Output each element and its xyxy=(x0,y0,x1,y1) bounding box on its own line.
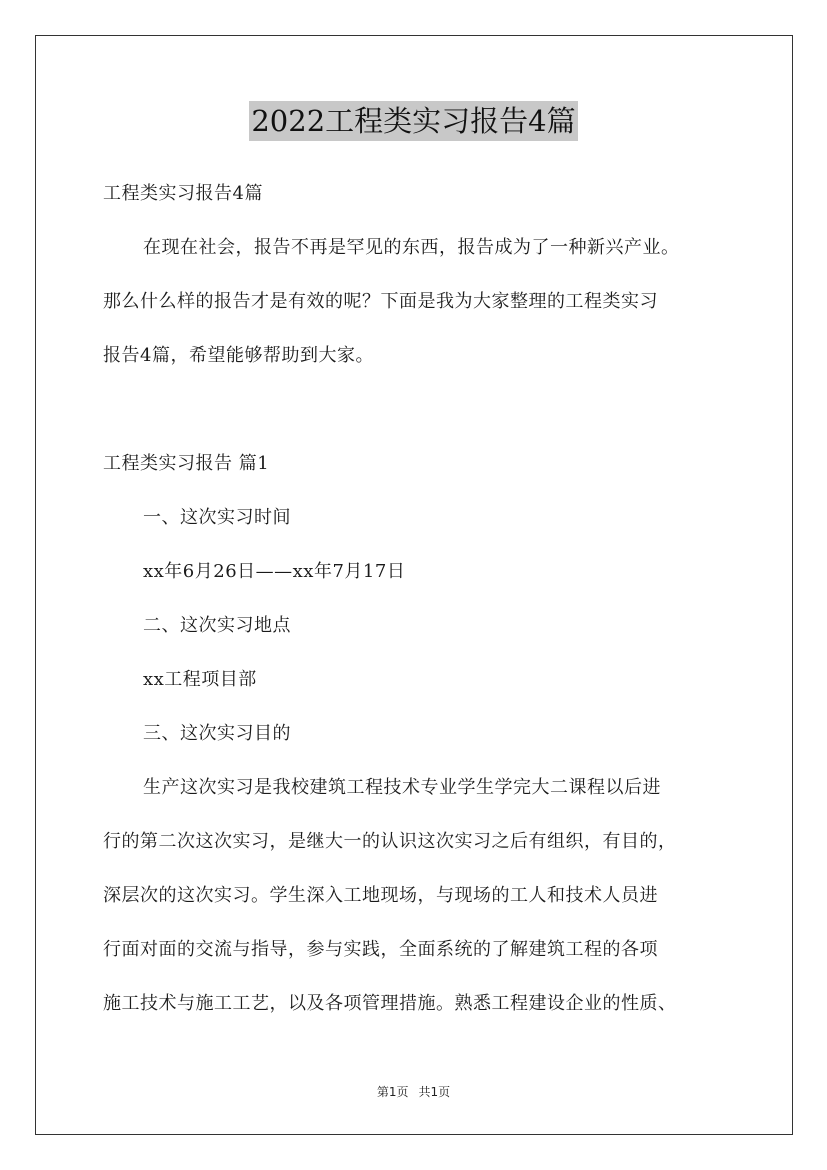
body-line-4: 行面对面的交流与指导，参与实践，全面系统的了解建筑工程的各项 xyxy=(103,939,658,960)
body-line-2: 行的第二次这次实习，是继大一的认识这次实习之后有组织，有目的， xyxy=(103,831,677,852)
intro-line-1: 在现在社会，报告不再是罕见的东西，报告成为了一种新兴产业。 xyxy=(143,237,680,258)
body-line-5: 施工技术与施工工艺，以及各项管理措施。熟悉工程建设企业的性质、 xyxy=(103,993,677,1014)
item-place-heading: 二、这次实习地点 xyxy=(143,615,291,636)
intro-line-3: 报告4篇，希望能够帮助到大家。 xyxy=(103,345,374,366)
item-place-value: xx工程项目部 xyxy=(143,669,257,690)
page-total: 共1页 xyxy=(418,1085,451,1099)
document-title: 2022工程类实习报告4篇 xyxy=(249,101,577,141)
title-container xyxy=(0,101,827,141)
page-footer xyxy=(0,1084,827,1100)
item-purpose-heading: 三、这次实习目的 xyxy=(143,723,291,744)
document-subtitle: 工程类实习报告4篇 xyxy=(103,183,263,204)
body-line-3: 深层次的这次实习。学生深入工地现场，与现场的工人和技术人员进 xyxy=(103,885,658,906)
section-heading: 工程类实习报告 篇1 xyxy=(103,453,270,474)
item-time-value: xx年6月26日——xx年7月17日 xyxy=(143,561,406,582)
item-time-heading: 一、这次实习时间 xyxy=(143,507,291,528)
page-number: 第1页 xyxy=(376,1085,409,1099)
body-line-1: 生产这次实习是我校建筑工程技术专业学生学完大二课程以后进 xyxy=(143,777,661,798)
intro-line-2: 那么什么样的报告才是有效的呢？下面是我为大家整理的工程类实习 xyxy=(103,291,658,312)
